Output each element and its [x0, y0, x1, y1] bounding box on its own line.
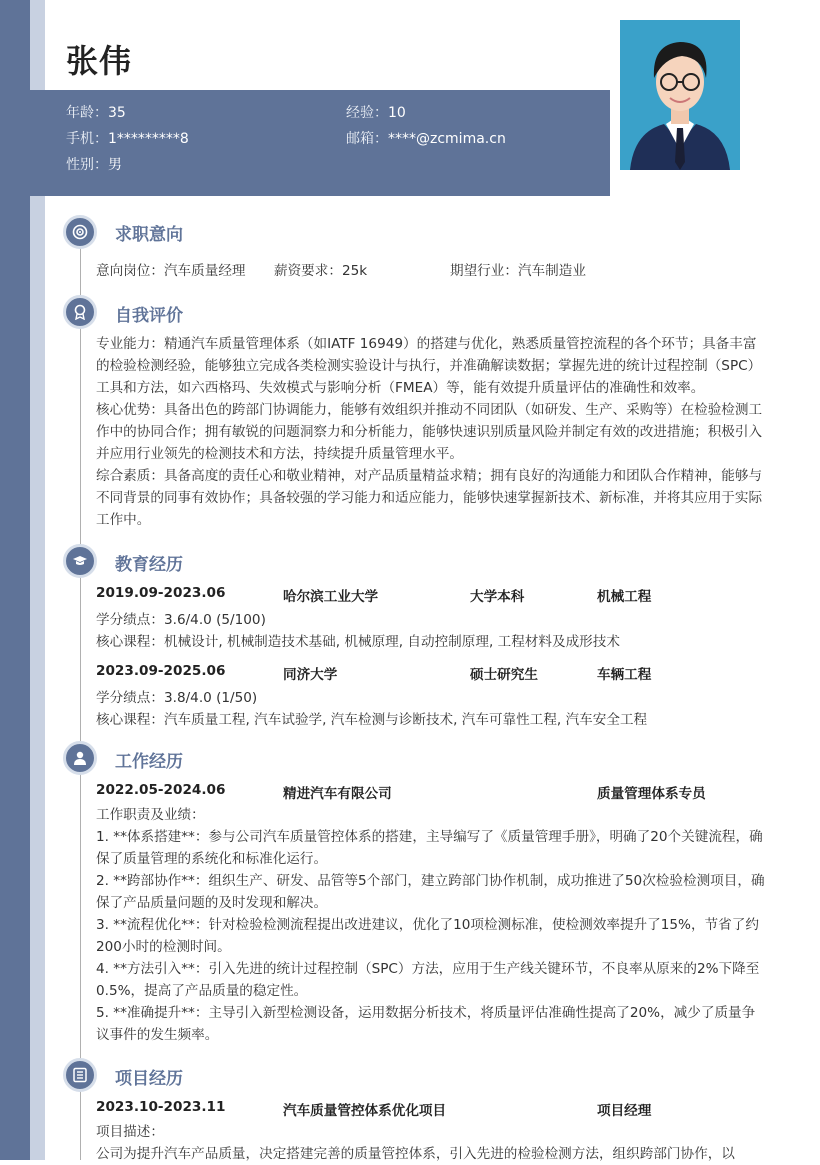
- timeline-line: [80, 230, 81, 1160]
- age-info: 年龄：35: [66, 105, 126, 121]
- project-period: 2023.10-2023.11: [96, 1099, 226, 1115]
- graduation-cap-icon: [63, 544, 97, 578]
- edu-degree: 大学本科: [470, 589, 525, 605]
- self-evaluation: [96, 333, 766, 531]
- work-description: [96, 804, 766, 1046]
- email-info: 邮箱：****@zcmima.cn: [346, 131, 506, 147]
- section-title-intent: 求职意向: [115, 225, 183, 245]
- work-item: 2. **跨部协作**：组织生产、研发、品管等5个部门，建立跨部门协作机制，成功推进了50次检验检测项目，确保了产品质量问题的及时发现和解决。: [96, 873, 765, 911]
- self-eval-professional: 专业能力：精通汽车质量管理体系（如IATF 16949）的搭建与优化，熟悉质量管控流程的各个环节；具备丰富的检验检测经验，能够独立完成各类检测实验设计与执行，并准确解读数据；掌握先进的统计过程控制（SPC）工具和方法，如六西格玛、失效模式与影响分析（FMEA）等，能有效提升质量评估的准确性和效率。: [96, 336, 762, 396]
- edu-degree: 硕士研究生: [470, 667, 538, 683]
- edu-gpa: 学分绩点：3.8/4.0 (1/50): [96, 690, 258, 706]
- list-icon: [63, 1058, 97, 1092]
- section-title-project: 项目经历: [115, 1069, 183, 1089]
- project-role: 项目经理: [597, 1103, 652, 1119]
- badge-icon: [63, 295, 97, 329]
- edu-major: 机械工程: [597, 589, 652, 605]
- work-intro: 工作职责及业绩：: [96, 807, 205, 823]
- project-description: [96, 1121, 766, 1165]
- section-title-work: 工作经历: [115, 752, 183, 772]
- edu-school: 哈尔滨工业大学: [283, 589, 379, 605]
- edu-period: 2019.09-2023.06: [96, 585, 226, 601]
- project-name: 汽车质量管控体系优化项目: [283, 1103, 447, 1119]
- project-desc: 公司为提升汽车产品质量，决定搭建完善的质量管控体系，引入先进的检验检测方法，组织跨部门协作，以: [96, 1146, 735, 1162]
- edu-gpa: 学分绩点：3.6/4.0 (5/100): [96, 612, 266, 628]
- user-icon: [63, 741, 97, 775]
- profile-photo: [620, 20, 740, 170]
- candidate-name: 张伟: [66, 42, 133, 80]
- section-title-education: 教育经历: [115, 555, 183, 575]
- intent-industry: 期望行业：汽车制造业: [450, 263, 586, 279]
- experience-info: 经验：10: [346, 105, 406, 121]
- intent-salary: 薪资要求：25k: [274, 263, 368, 279]
- target-icon: [63, 215, 97, 249]
- edu-major: 车辆工程: [597, 667, 652, 683]
- gender-info: 性别：男: [66, 157, 122, 173]
- work-item: 3. **流程优化**：针对检验检测流程提出改进建议，优化了10项检测标准，使检测效率提升了15%，节省了约200小时的检测时间。: [96, 917, 759, 955]
- work-item: 4. **方法引入**：引入先进的统计过程控制（SPC）方法，应用于生产线关键环节，不良率从原来的2%下降至0.5%，提高了产品质量的稳定性。: [96, 961, 760, 999]
- self-eval-advantage: 核心优势：具备出色的跨部门协调能力，能够有效组织并推动不同团队（如研发、生产、采购等）在检验检测工作中的协同合作；拥有敏锐的问题洞察力和分析能力，能够快速识别质量风险并制定有效的改进措施；积极引入并应用行业领先的检测技术和方法，持续提升质量管理水平。: [96, 402, 763, 462]
- work-company: 精进汽车有限公司: [283, 786, 392, 802]
- work-item: 5. **准确提升**：主导引入新型检测设备，运用数据分析技术，将质量评估准确性提高了20%，减少了质量争议事件的发生频率。: [96, 1005, 756, 1043]
- side-strip: [0, 0, 30, 1160]
- project-intro: 项目描述：: [96, 1124, 164, 1140]
- section-title-self: 自我评价: [115, 306, 183, 326]
- edu-courses: 核心课程：机械设计, 机械制造技术基础, 机械原理, 自动控制原理, 工程材料及成形技术: [96, 634, 620, 650]
- edu-school: 同济大学: [283, 667, 338, 683]
- self-eval-quality: 综合素质：具备高度的责任心和敬业精神，对产品质量精益求精；拥有良好的沟通能力和团队合作精神，能够与不同背景的同事有效协作；具备较强的学习能力和适应能力，能够快速掌握新技术、新标准，并将其应用于实际工作中。: [96, 468, 763, 528]
- edu-period: 2023.09-2025.06: [96, 663, 226, 679]
- phone-info: 手机：1*********8: [66, 131, 189, 147]
- intent-position: 意向岗位：汽车质量经理: [96, 263, 246, 279]
- edu-courses: 核心课程：汽车质量工程, 汽车试验学, 汽车检测与诊断技术, 汽车可靠性工程, 汽车安全工程: [96, 712, 648, 728]
- work-item: 1. **体系搭建**：参与公司汽车质量管控体系的搭建，主导编写了《质量管理手册》，明确了20个关键流程，确保了质量管理的系统化和标准化运行。: [96, 829, 763, 867]
- work-title: 质量管理体系专员: [597, 786, 706, 802]
- work-period: 2022.05-2024.06: [96, 782, 226, 798]
